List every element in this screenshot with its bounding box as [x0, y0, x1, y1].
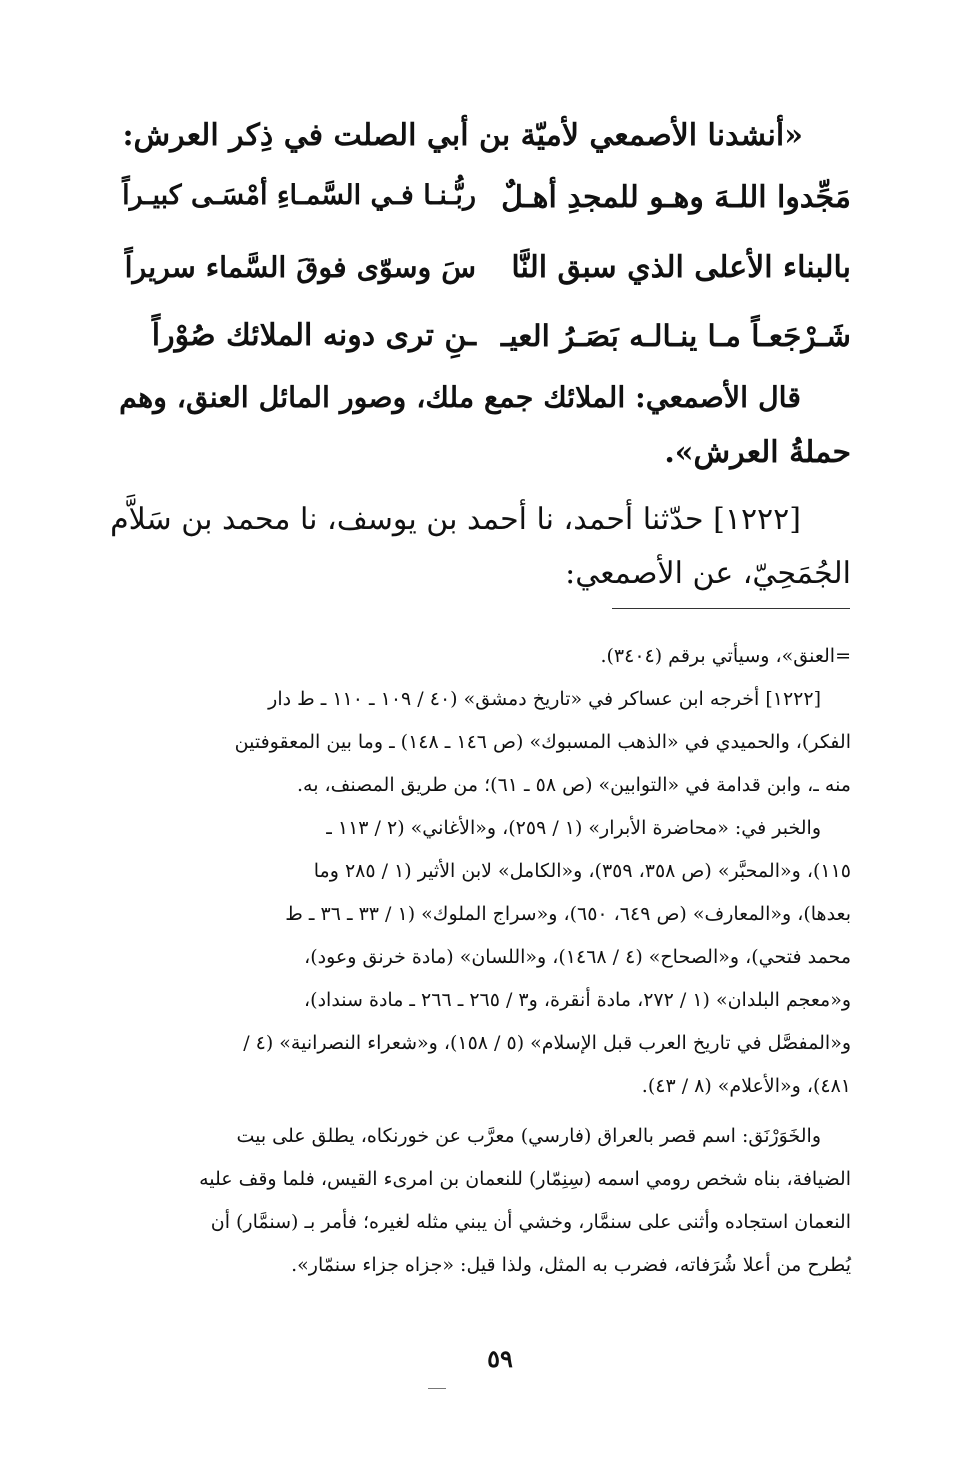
footnote-line-9: و«معجم البلدان» (١ / ٢٧٢، مادة أنقرة، و٣ / ٢٦٥ ـ ٢٦٦ ـ مادة سنداد)، — [304, 989, 851, 1011]
verse-1-second-hemistich: ربُّـنـا فـي السَّمـاءِ أمْسَـى كبيـراً — [122, 180, 476, 211]
footnote-line-6: ١١٥)، و«المحبَّر» (ص ٣٥٨، ٣٥٩)، و«الكامل» لابن الأثير (١ / ٢٨٥ وما — [313, 860, 851, 882]
footnote-line-3: الفكر)، والحميدي في «الذهب المسبوك» (ص ١٤٦ ـ ١٤٨) ـ وما بين المعقوفتين — [234, 731, 851, 753]
footnote-line-10: و«المفصَّل في تاريخ العرب قبل الإسلام» (٥ / ١٥٨)، و«شعراء النصرانية» (٤ / — [243, 1032, 851, 1054]
footnote-line-11: ٤٨١)، و«الأعلام» (٨ / ٤٣). — [641, 1075, 851, 1097]
footnote-line-2: [١٢٢٢] أخرجه ابن عساكر في «تاريخ دمشق» (٤٠ / ١٠٩ ـ ١١٠ ـ ط دار — [268, 688, 821, 710]
footnote-line-15: يُطرح من أعلا شُرَفاته، فضرب به المثل، ولذا قيل: «جزاه جزاء سنمّار». — [291, 1254, 851, 1276]
verse-2-second-hemistich: سَ وسوّى فوقَ السَّماء سريراً — [124, 250, 476, 284]
page-number: ٥٩ — [487, 1344, 513, 1373]
footnote-line-14: النعمان استجاده وأثنى على سنمَّار، وخشي أن يبني مثله لغيره؛ فأمر بـ (سنمَّار) أن — [210, 1211, 851, 1233]
footnote-line-4: منه ـ، وابن قدامة في «التوابين» (ص ٥٨ ـ ٦١)؛ من طريق المصنف، به. — [297, 774, 851, 796]
intro-line: «أنشدنا الأصمعي لأميّة بن أبي الصلت في ذِكر العرش: — [122, 118, 803, 153]
footnote-line-1: =العنق»، وسيأتي برقم (٣٤٠٤). — [600, 645, 851, 667]
verse-3-second-hemistich: ـنِ ترى دونه الملائك صُوْراً — [151, 318, 476, 353]
footnote-line-8: محمد فتحي)، و«الصحاح» (٤ / ١٤٦٨)، و«اللسان» (مادة خرنق وعود)، — [304, 946, 851, 968]
paragraph-2-line-1: [١٢٢٢] حدّثنا أحمد، نا أحمد بن يوسف، نا محمد بن سَلاَّم — [110, 502, 801, 537]
footnote-separator — [612, 608, 850, 609]
paragraph-1-line-2: حملةُ العرش». — [664, 435, 851, 470]
footnote-line-7: بعدها)، و«المعارف» (ص ٦٤٩، ٦٥٠)، و«سراج الملوك» (١ / ٣٣ ـ ٣٦ ـ ط — [285, 903, 851, 925]
verse-2-first-hemistich: بالبناء الأعلى الذي سبق النَّا — [511, 250, 851, 285]
footnote-line-5: والخبر في: «محاضرة الأبرار» (١ / ٢٥٩)، و«الأغاني» (٢ / ١١٣ ـ — [326, 817, 821, 839]
verse-1-first-hemistich: مَجِّدوا اللـهَ وهـو للمجدِ أهـلٌ — [501, 180, 851, 215]
paragraph-2-line-2: الجُمَحِيّ، عن الأصمعي: — [565, 556, 851, 591]
footnote-line-12: والخَوَرْنَق: اسم قصر بالعراق (فارسي) معرَّب عن خورنكاه، يطلق على بيت — [236, 1125, 821, 1147]
paragraph-1-line-1: قال الأصمعي: الملائك جمع ملك، وصور المائل العنق، وهم — [119, 380, 801, 414]
verse-3-first-hemistich: شَـرْجَعـاً مـا ينـالـه بَصَـرُ العيـ — [500, 318, 851, 353]
footnote-line-13: الضيافة، بناه شخص رومي اسمه (سِنِمّار) للنعمان بن امرىء القيس، فلما وقف عليه — [199, 1168, 851, 1190]
decorative-mark — [428, 1388, 446, 1389]
